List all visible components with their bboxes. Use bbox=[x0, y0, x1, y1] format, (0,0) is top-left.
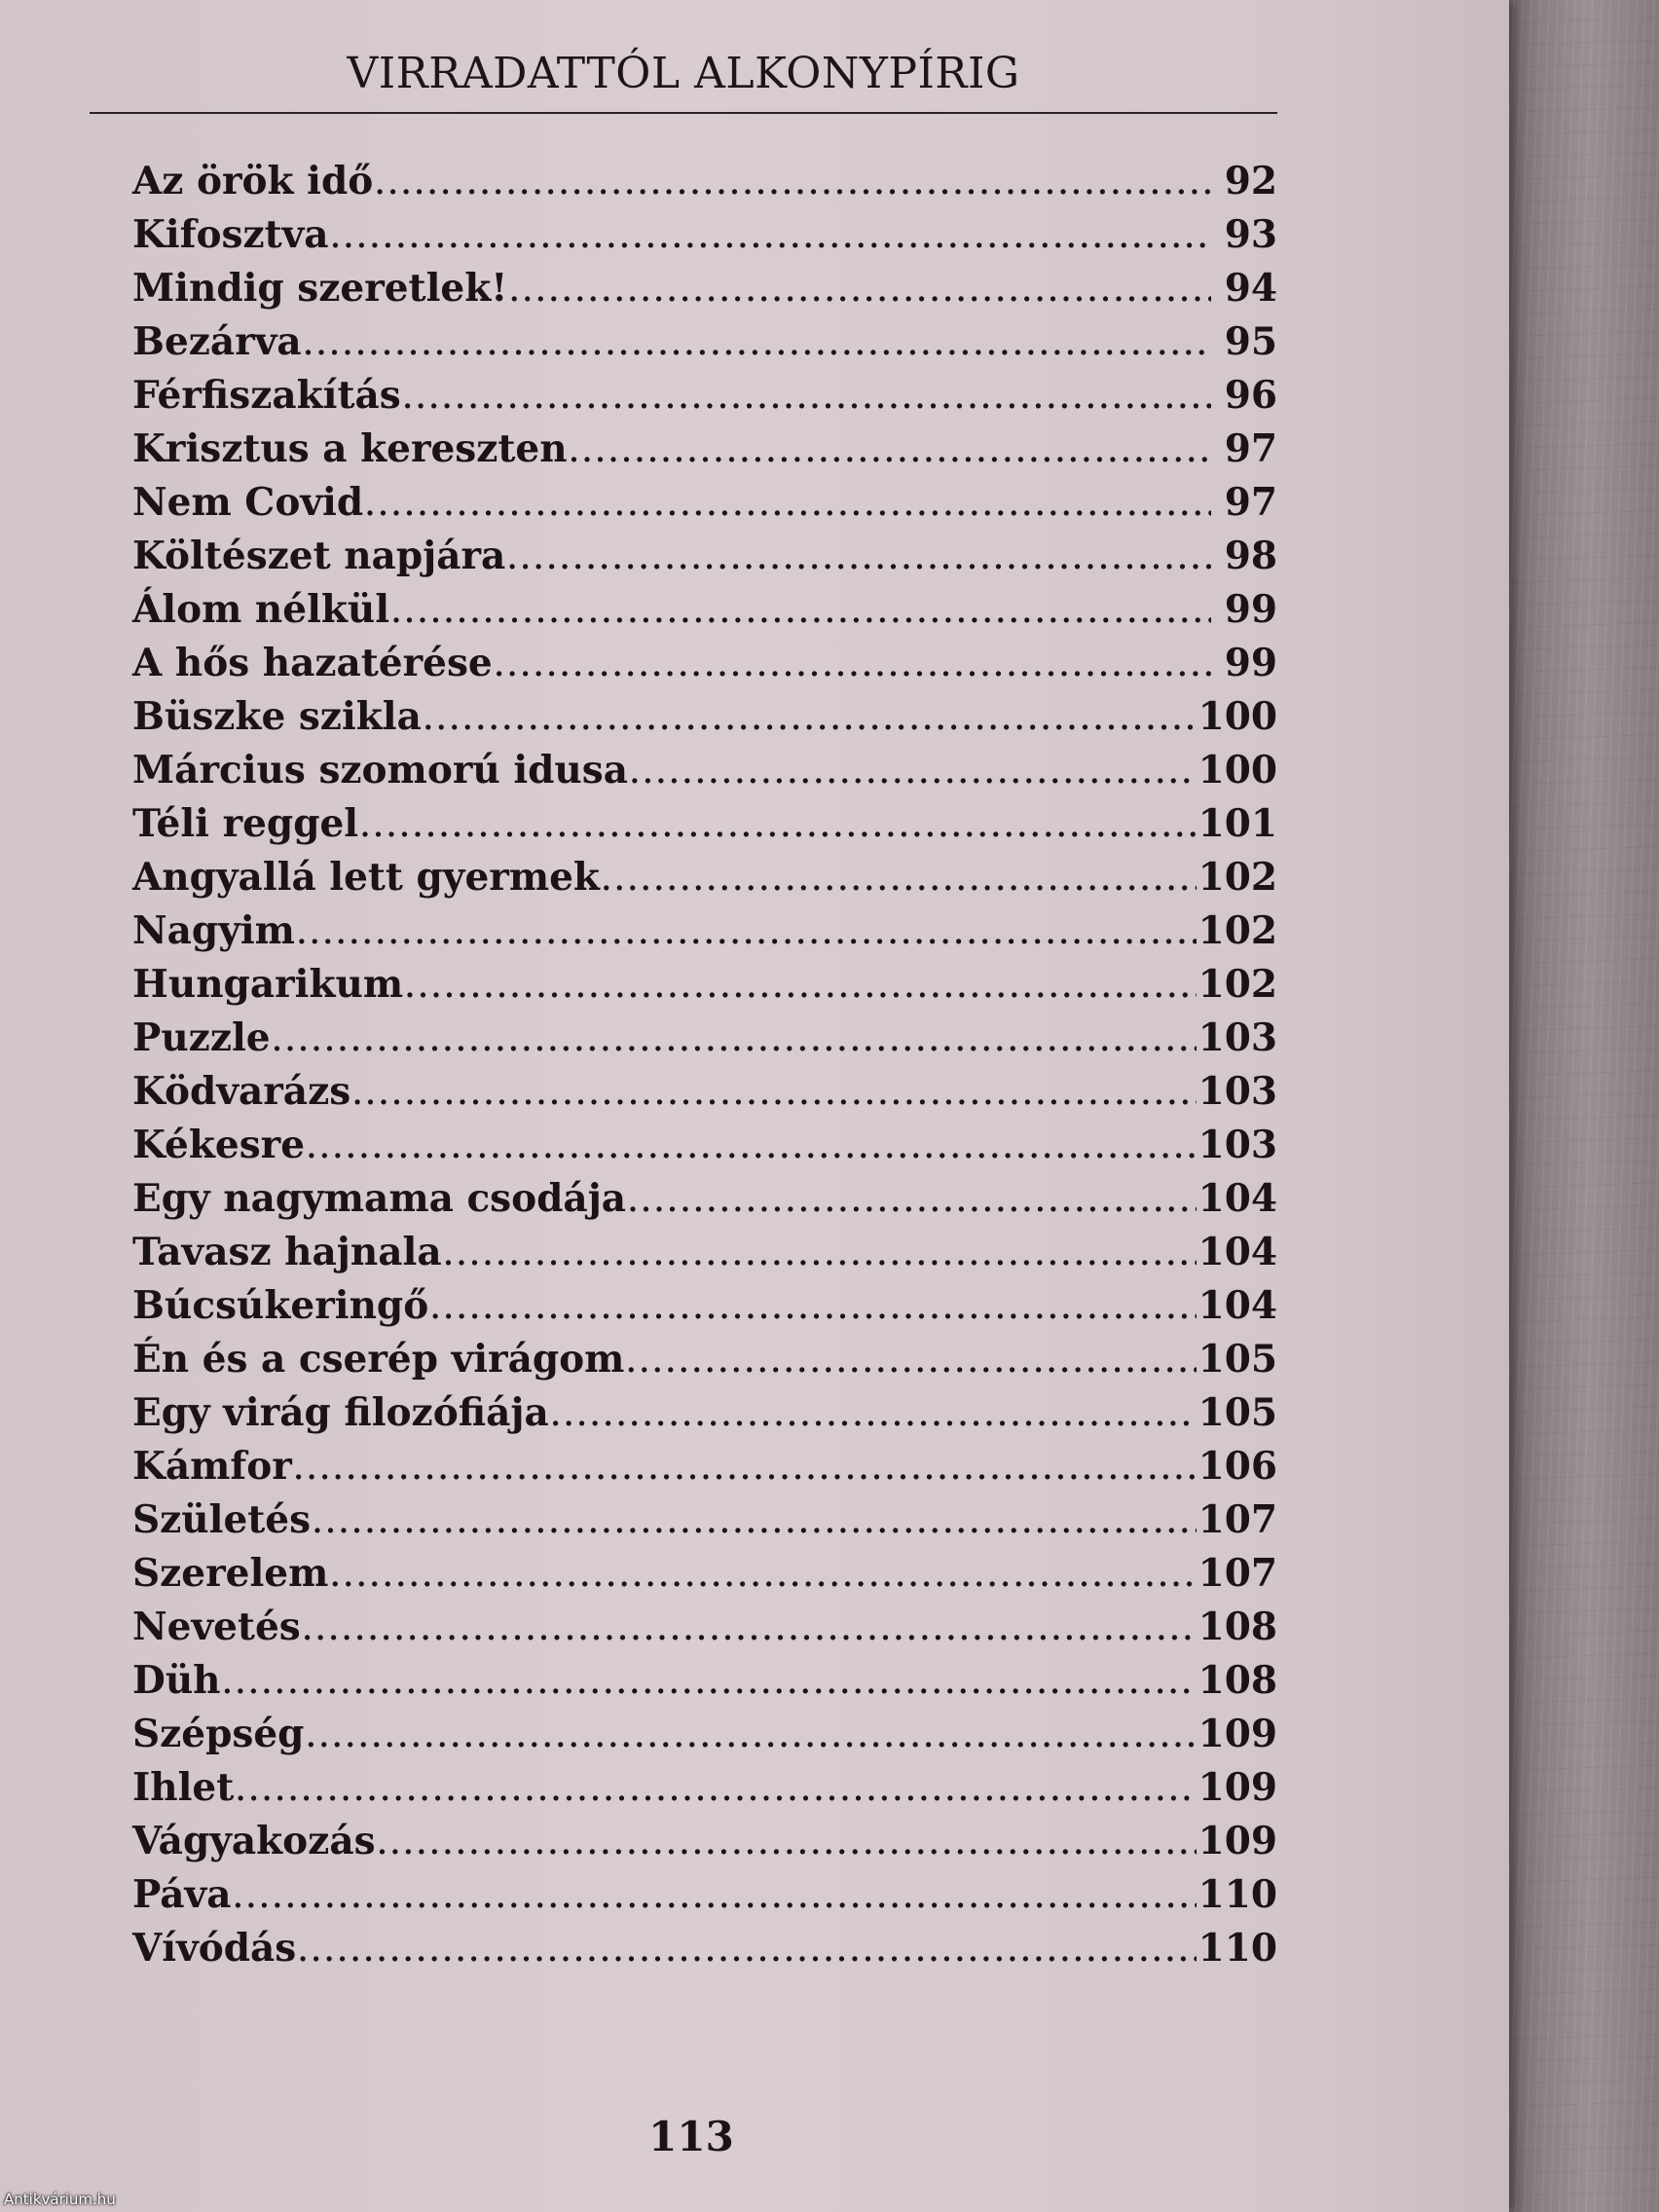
dot-leader bbox=[306, 1712, 1196, 1755]
toc-entry bbox=[132, 1283, 1277, 1337]
dot-leader bbox=[444, 1230, 1197, 1273]
dot-leader bbox=[331, 212, 1211, 256]
toc-entry-page: 105 bbox=[1198, 1337, 1277, 1382]
toc-entry-page: 107 bbox=[1198, 1497, 1277, 1542]
toc-entry bbox=[132, 319, 1277, 373]
toc-entry-title: Mindig szeretlek! bbox=[132, 266, 508, 311]
toc-entry bbox=[132, 801, 1277, 855]
toc-entry bbox=[132, 1176, 1277, 1230]
toc-entry-page: 95 bbox=[1224, 319, 1277, 364]
toc-entry bbox=[132, 908, 1277, 962]
dot-leader bbox=[360, 801, 1196, 845]
dot-leader bbox=[313, 1497, 1196, 1541]
toc-entry-page: 106 bbox=[1198, 1444, 1277, 1489]
toc-entry-title: Férfiszakítás bbox=[132, 373, 401, 418]
dot-leader bbox=[405, 962, 1196, 1006]
wood-background bbox=[1504, 0, 1659, 2212]
toc-entry-title: Búcsúkeringő bbox=[132, 1283, 429, 1328]
toc-entry-page: 103 bbox=[1198, 1069, 1277, 1114]
dot-leader bbox=[298, 1926, 1196, 1970]
toc-entry-page: 105 bbox=[1198, 1390, 1277, 1435]
dot-leader bbox=[495, 641, 1211, 684]
toc-entry bbox=[132, 1604, 1277, 1658]
toc-entry bbox=[132, 1497, 1277, 1551]
toc-entry bbox=[132, 694, 1277, 748]
dot-leader bbox=[403, 373, 1211, 417]
toc-entry-page: 101 bbox=[1198, 801, 1277, 846]
toc-entry-title: Düh bbox=[132, 1658, 221, 1703]
toc-entry-title: Puzzle bbox=[132, 1015, 271, 1060]
toc-entry bbox=[132, 373, 1277, 426]
toc-entry-page: 92 bbox=[1224, 159, 1277, 203]
toc-entry-page: 97 bbox=[1224, 480, 1277, 525]
toc-entry-page: 99 bbox=[1224, 641, 1277, 685]
dot-leader bbox=[330, 1551, 1196, 1595]
toc-entry-title: Bezárva bbox=[132, 319, 302, 364]
toc-entry-page: 103 bbox=[1198, 1123, 1277, 1167]
toc-entry-title: Szépség bbox=[132, 1712, 305, 1756]
toc-entry-title: Nevetés bbox=[132, 1604, 301, 1649]
toc-entry-title: Szerelem bbox=[132, 1551, 329, 1596]
toc-entry bbox=[132, 1926, 1277, 1979]
dot-leader bbox=[233, 1872, 1196, 1916]
dot-leader bbox=[365, 480, 1211, 524]
toc-entry bbox=[132, 212, 1277, 266]
toc-entry bbox=[132, 1230, 1277, 1283]
toc-entry-title: Páva bbox=[132, 1872, 232, 1917]
toc-entry bbox=[132, 159, 1277, 212]
toc-entry-title: Vágyakozás bbox=[132, 1819, 376, 1863]
toc-entry-page: 102 bbox=[1198, 855, 1277, 900]
dot-leader bbox=[352, 1069, 1196, 1113]
toc-entry-page: 97 bbox=[1224, 426, 1277, 471]
toc-entry-page: 96 bbox=[1224, 373, 1277, 418]
dot-leader bbox=[626, 1337, 1196, 1381]
toc-entry-page: 108 bbox=[1198, 1658, 1277, 1703]
toc-entry-title: Ködvarázs bbox=[132, 1069, 351, 1114]
toc-entry-title: Az örök idő bbox=[132, 159, 374, 203]
toc-entry bbox=[132, 1551, 1277, 1604]
toc-entry-page: 94 bbox=[1224, 266, 1277, 311]
toc-entry bbox=[132, 266, 1277, 319]
watermark: Antikvárium.hu bbox=[4, 2191, 116, 2208]
toc-entry bbox=[132, 1390, 1277, 1444]
toc-entry-title: Költészet napjára bbox=[132, 534, 506, 578]
toc-entry bbox=[132, 1765, 1277, 1819]
toc-entry-page: 104 bbox=[1198, 1176, 1277, 1221]
toc-entry-title: Kifosztva bbox=[132, 212, 329, 257]
dot-leader bbox=[551, 1390, 1197, 1434]
dot-leader bbox=[297, 908, 1197, 952]
toc-entry-title: Én és a cserép virágom bbox=[132, 1337, 625, 1382]
toc-entry-title: Nagyim bbox=[132, 908, 295, 953]
toc-entry-page: 107 bbox=[1198, 1551, 1277, 1596]
toc-entry-page: 110 bbox=[1198, 1926, 1277, 1971]
header-rule bbox=[90, 112, 1277, 114]
toc-entry bbox=[132, 748, 1277, 801]
dot-leader bbox=[375, 159, 1211, 203]
toc-entry-title: Hungarikum bbox=[132, 962, 404, 1007]
toc-entry bbox=[132, 1069, 1277, 1123]
running-head: VIRRADATTÓL ALKONYPÍRIG bbox=[347, 49, 1020, 98]
toc-entry-title: Egy nagymama csodája bbox=[132, 1176, 627, 1221]
toc-entry-page: 104 bbox=[1198, 1283, 1277, 1328]
dot-leader bbox=[391, 587, 1211, 631]
toc-entry-title: Nem Covid bbox=[132, 480, 364, 525]
toc-entry bbox=[132, 1015, 1277, 1069]
toc-entry bbox=[132, 1872, 1277, 1926]
toc-entry-page: 104 bbox=[1198, 1230, 1277, 1274]
toc-entry-page: 102 bbox=[1198, 962, 1277, 1007]
toc-entry-page: 102 bbox=[1198, 908, 1277, 953]
dot-leader bbox=[570, 426, 1211, 470]
toc-entry-page: 108 bbox=[1198, 1604, 1277, 1649]
toc-entry bbox=[132, 1658, 1277, 1712]
toc-entry bbox=[132, 587, 1277, 641]
dot-leader bbox=[509, 266, 1211, 310]
toc-entry-title: Büszke szikla bbox=[132, 694, 422, 739]
toc-entry-title: Téli reggel bbox=[132, 801, 359, 846]
toc-entry-title: A hős hazatérése bbox=[132, 641, 493, 685]
dot-leader bbox=[430, 1283, 1196, 1327]
dot-leader bbox=[294, 1444, 1197, 1488]
page-number: 113 bbox=[648, 2113, 734, 2160]
toc-entry bbox=[132, 1123, 1277, 1176]
toc-entry-title: Angyallá lett gyermek bbox=[132, 855, 600, 900]
toc-entry bbox=[132, 1444, 1277, 1497]
toc-entry-page: 100 bbox=[1198, 748, 1277, 793]
toc-entry-title: Álom nélkül bbox=[132, 587, 390, 632]
toc-entry bbox=[132, 480, 1277, 534]
toc-entry-page: 103 bbox=[1198, 1015, 1277, 1060]
toc-entry-page: 110 bbox=[1198, 1872, 1277, 1917]
dot-leader bbox=[378, 1819, 1197, 1862]
toc-entry-title: Krisztus a kereszten bbox=[132, 426, 568, 471]
dot-leader bbox=[303, 1604, 1197, 1648]
dot-leader bbox=[630, 748, 1197, 792]
dot-leader bbox=[507, 534, 1211, 577]
toc-entry-title: Kékesre bbox=[132, 1123, 306, 1167]
dot-leader bbox=[304, 319, 1211, 363]
toc-entry-page: 109 bbox=[1198, 1819, 1277, 1863]
dot-leader bbox=[424, 694, 1197, 738]
toc-entry-page: 98 bbox=[1224, 534, 1277, 578]
toc-entry bbox=[132, 641, 1277, 694]
dot-leader bbox=[307, 1123, 1197, 1166]
dot-leader bbox=[223, 1658, 1197, 1702]
toc-entry-page: 109 bbox=[1198, 1712, 1277, 1756]
toc-entry bbox=[132, 1337, 1277, 1390]
toc-entry-title: Tavasz hajnala bbox=[132, 1230, 442, 1274]
toc-entry bbox=[132, 426, 1277, 480]
toc-entry-title: Születés bbox=[132, 1497, 312, 1542]
toc-entry-title: Egy virág filozófiája bbox=[132, 1390, 549, 1435]
toc-entry bbox=[132, 1819, 1277, 1872]
dot-leader bbox=[628, 1176, 1197, 1220]
dot-leader bbox=[602, 855, 1197, 899]
table-of-contents bbox=[132, 159, 1277, 1979]
toc-entry-title: Vívódás bbox=[132, 1926, 297, 1971]
toc-entry-title: Március szomorú idusa bbox=[132, 748, 628, 793]
toc-entry-page: 93 bbox=[1224, 212, 1277, 257]
toc-entry-title: Ihlet bbox=[132, 1765, 235, 1810]
toc-entry-page: 100 bbox=[1198, 694, 1277, 739]
toc-entry-title: Kámfor bbox=[132, 1444, 292, 1489]
toc-entry bbox=[132, 534, 1277, 587]
dot-leader bbox=[273, 1015, 1197, 1059]
toc-entry-page: 109 bbox=[1198, 1765, 1277, 1810]
toc-entry-page: 99 bbox=[1224, 587, 1277, 632]
toc-entry bbox=[132, 962, 1277, 1015]
toc-entry bbox=[132, 855, 1277, 908]
dot-leader bbox=[236, 1765, 1196, 1809]
toc-entry bbox=[132, 1712, 1277, 1765]
